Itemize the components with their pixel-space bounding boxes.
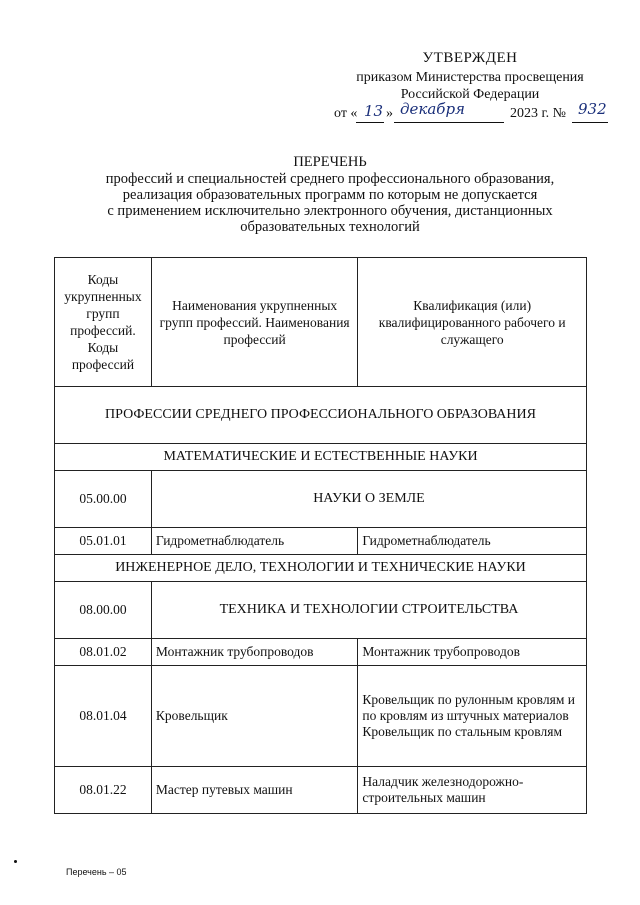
profession-code: 08.01.02 xyxy=(55,639,152,666)
profession-name: Монтажник трубопроводов xyxy=(151,639,357,666)
approval-block xyxy=(320,50,620,103)
profession-qualification: Гидрометнаблюдатель xyxy=(358,528,587,555)
profession-qualification: Монтажник трубопроводов xyxy=(358,639,587,666)
profession-name: Кровельщик xyxy=(151,666,357,767)
approval-title: УТВЕРЖДЕН xyxy=(422,50,518,66)
document-heading xyxy=(80,154,580,235)
group-row xyxy=(55,471,587,528)
table-row xyxy=(55,666,587,767)
group-name: НАУКИ О ЗЕМЛЕ xyxy=(151,471,586,528)
order-number: 932 xyxy=(578,100,607,118)
area-row xyxy=(55,444,587,471)
approval-line-1: приказом Министерства просвещения xyxy=(356,70,584,85)
order-month: декабря xyxy=(400,100,465,118)
area-title: ИНЖЕНЕРНОЕ ДЕЛО, ТЕХНОЛОГИИ И ТЕХНИЧЕСКИЕ НАУКИ xyxy=(55,555,587,582)
heading-title: ПЕРЕЧЕНЬ xyxy=(293,154,367,170)
heading-line-1: профессий и специальностей среднего профессионального образования, xyxy=(105,171,555,187)
order-day-close: » xyxy=(386,106,393,121)
table-row xyxy=(55,528,587,555)
header-codes: Коды укрупненных групп профессий. Коды профессий xyxy=(55,258,152,387)
heading-line-3: с применением исключительно электронного обучения, дистанционных xyxy=(107,203,553,219)
margin-dot xyxy=(14,860,17,863)
group-code: 05.00.00 xyxy=(55,471,152,528)
profession-code: 05.01.01 xyxy=(55,528,152,555)
profession-name: Гидрометнаблюдатель xyxy=(151,528,357,555)
order-line xyxy=(334,100,624,126)
group-code: 08.00.00 xyxy=(55,582,152,639)
profession-name: Мастер путевых машин xyxy=(151,767,357,814)
profession-qualification: Наладчик железнодорожно-строительных машин xyxy=(358,767,587,814)
section-row xyxy=(55,387,587,444)
order-day: 13 xyxy=(364,102,384,120)
profession-code: 08.01.04 xyxy=(55,666,152,767)
order-prefix: от « xyxy=(334,106,358,121)
area-title: МАТЕМАТИЧЕСКИЕ И ЕСТЕСТВЕННЫЕ НАУКИ xyxy=(55,444,587,471)
approval-line-2: Российской Федерации xyxy=(400,87,540,102)
header-qualification: Квалификация (или) квалифицированного рабочего и служащего xyxy=(358,258,587,387)
table-row xyxy=(55,767,587,814)
heading-line-4: образовательных технологий xyxy=(240,219,420,235)
table-row xyxy=(55,639,587,666)
header-names: Наименования укрупненных групп профессий. Наименования профессий xyxy=(151,258,357,387)
profession-qualification: Кровельщик по рулонным кровлям и по кровлям из штучных материалов Кровельщик по стальным кровлям xyxy=(358,666,587,767)
area-row xyxy=(55,555,587,582)
page-footer: Перечень – 05 xyxy=(66,867,127,877)
table-header-row xyxy=(55,258,587,387)
professions-table xyxy=(54,257,587,814)
group-row xyxy=(55,582,587,639)
order-year: 2023 г. № xyxy=(510,106,567,121)
heading-line-2: реализация образовательных программ по которым не допускается xyxy=(122,187,538,203)
profession-code: 08.01.22 xyxy=(55,767,152,814)
section-title: ПРОФЕССИИ СРЕДНЕГО ПРОФЕССИОНАЛЬНОГО ОБРАЗОВАНИЯ xyxy=(55,387,587,444)
group-name: ТЕХНИКА И ТЕХНОЛОГИИ СТРОИТЕЛЬСТВА xyxy=(151,582,586,639)
